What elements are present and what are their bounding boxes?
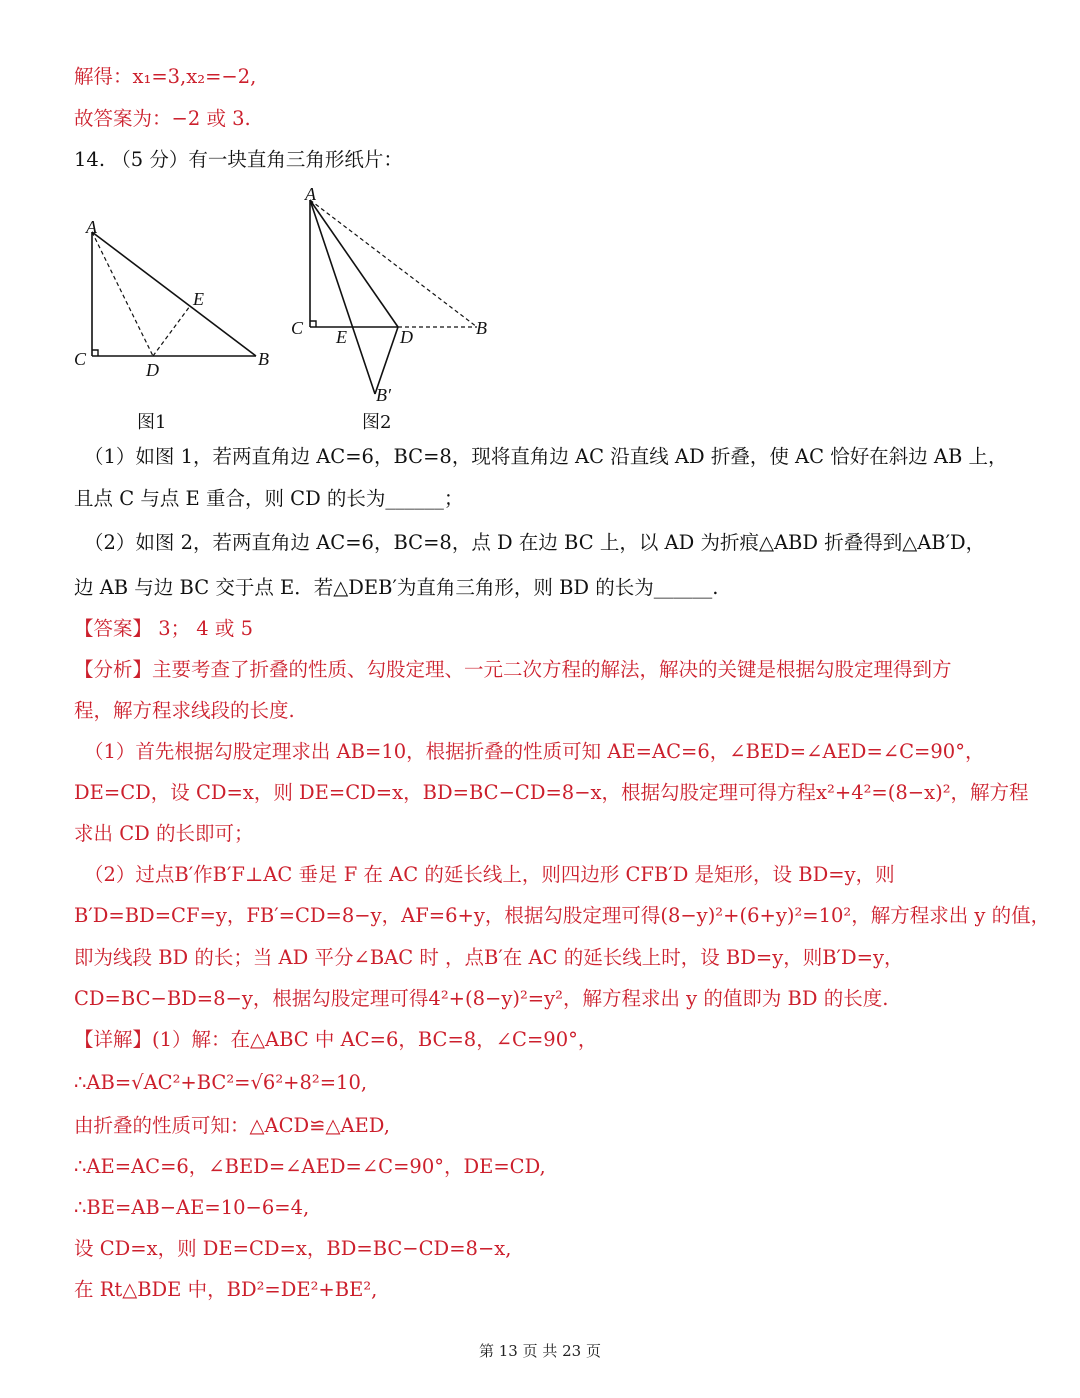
detail-line-5: ∴BE=AB−AE=10−6=4,: [74, 1196, 310, 1219]
detail-line-1: 【详解】(1）解：在△ABC 中 AC=6，BC=8，∠C=90°，: [74, 1028, 598, 1051]
analysis-line-6: （2）过点B′作B′F⊥AC 垂足 F 在 AC 的延长线上，则四边形 CFB′D 是矩形，设 BD=y，则: [84, 863, 895, 886]
fig1-label-c: C: [74, 349, 87, 369]
solution-line-2: 故答案为：−2 或 3.: [74, 107, 251, 130]
detail-line-4: ∴AE=AC=6，∠BED=∠AED=∠C=90°，DE=CD,: [74, 1155, 546, 1178]
question-part-1-line-2: 且点 C 与点 E 重合，则 CD 的长为______；: [74, 487, 464, 510]
analysis-line-8: 即为线段 BD 的长；当 AD 平分∠BAC 时 ，点B′在 AC 的延长线上时，设 BD=y，则B′D=y，: [74, 946, 904, 969]
question-part-2-line-1: （2）如图 2，若两直角边 AC=6，BC=8，点 D 在边 BC 上，以 AD 为折痕△ABD 折叠得到△AB′D，: [84, 531, 986, 554]
detail-line-2: ∴AB=√AC²+BC²=√6²+8²=10,: [74, 1071, 368, 1094]
fig2-label-b-prime: B′: [376, 385, 391, 405]
fig2-label-d: D: [400, 327, 413, 347]
fig2-label-c: C: [291, 318, 304, 338]
analysis-line-7: B′D=BD=CF=y，FB′=CD=8−y，AF=6+y，根据勾股定理可得(8−y)²+(6+y)²=10²，解方程求出 y 的值，: [74, 904, 1051, 927]
figure-1-caption: 图1: [137, 412, 167, 433]
analysis-line-2: 程，解方程求线段的长度.: [74, 699, 295, 722]
fig2-label-e: E: [336, 327, 347, 347]
detail-line-3: 由折叠的性质可知：△ACD≌△AED,: [74, 1114, 390, 1137]
figure-1: [70, 210, 280, 385]
fig1-label-a: A: [86, 217, 97, 237]
question-part-1-line-1: （1）如图 1，若两直角边 AC=6，BC=8，现将直角边 AC 沿直线 AD 折叠，使 AC 恰好在斜边 AB 上，: [84, 445, 1008, 468]
question-14-title: 14. （5 分）有一块直角三角形纸片：: [74, 148, 403, 171]
analysis-line-9: CD=BC−BD=8−y，根据勾股定理可得4²+(8−y)²=y²，解方程求出 y 的值即为 BD 的长度.: [74, 987, 889, 1010]
figure-2-caption: 图2: [362, 412, 392, 433]
figure-2: [285, 182, 500, 407]
solution-line-1: 解得：x₁=3,x₂=−2,: [74, 65, 257, 88]
answer-line: 【答案】 3； 4 或 5: [74, 617, 254, 640]
fig1-label-e: E: [193, 289, 204, 309]
question-part-2-line-2: 边 AB 与边 BC 交于点 E．若△DEB′为直角三角形，则 BD 的长为______.: [74, 576, 719, 599]
analysis-line-3: （1）首先根据勾股定理求出 AB=10，根据折叠的性质可知 AE=AC=6，∠BED=∠AED=∠C=90°，: [84, 740, 985, 763]
detail-line-6: 设 CD=x，则 DE=CD=x，BD=BC−CD=8−x,: [74, 1237, 512, 1260]
detail-line-7: 在 Rt△BDE 中，BD²=DE²+BE²,: [74, 1278, 378, 1301]
fig2-label-a: A: [305, 184, 316, 204]
page-footer: 第 13 页 共 23 页: [478, 1342, 601, 1360]
analysis-line-5: 求出 CD 的长即可；: [74, 822, 254, 845]
fig2-label-b: B: [476, 318, 487, 338]
fig1-label-d: D: [146, 360, 159, 380]
analysis-line-4: DE=CD，设 CD=x，则 DE=CD=x，BD=BC−CD=8−x，根据勾股定理可得方程x²+4²=(8−x)²，解方程: [74, 781, 1029, 804]
fig1-label-b: B: [258, 349, 269, 369]
analysis-line-1: 【分析】主要考查了折叠的性质、勾股定理、一元二次方程的解法，解决的关键是根据勾股定理得到方: [74, 658, 952, 681]
